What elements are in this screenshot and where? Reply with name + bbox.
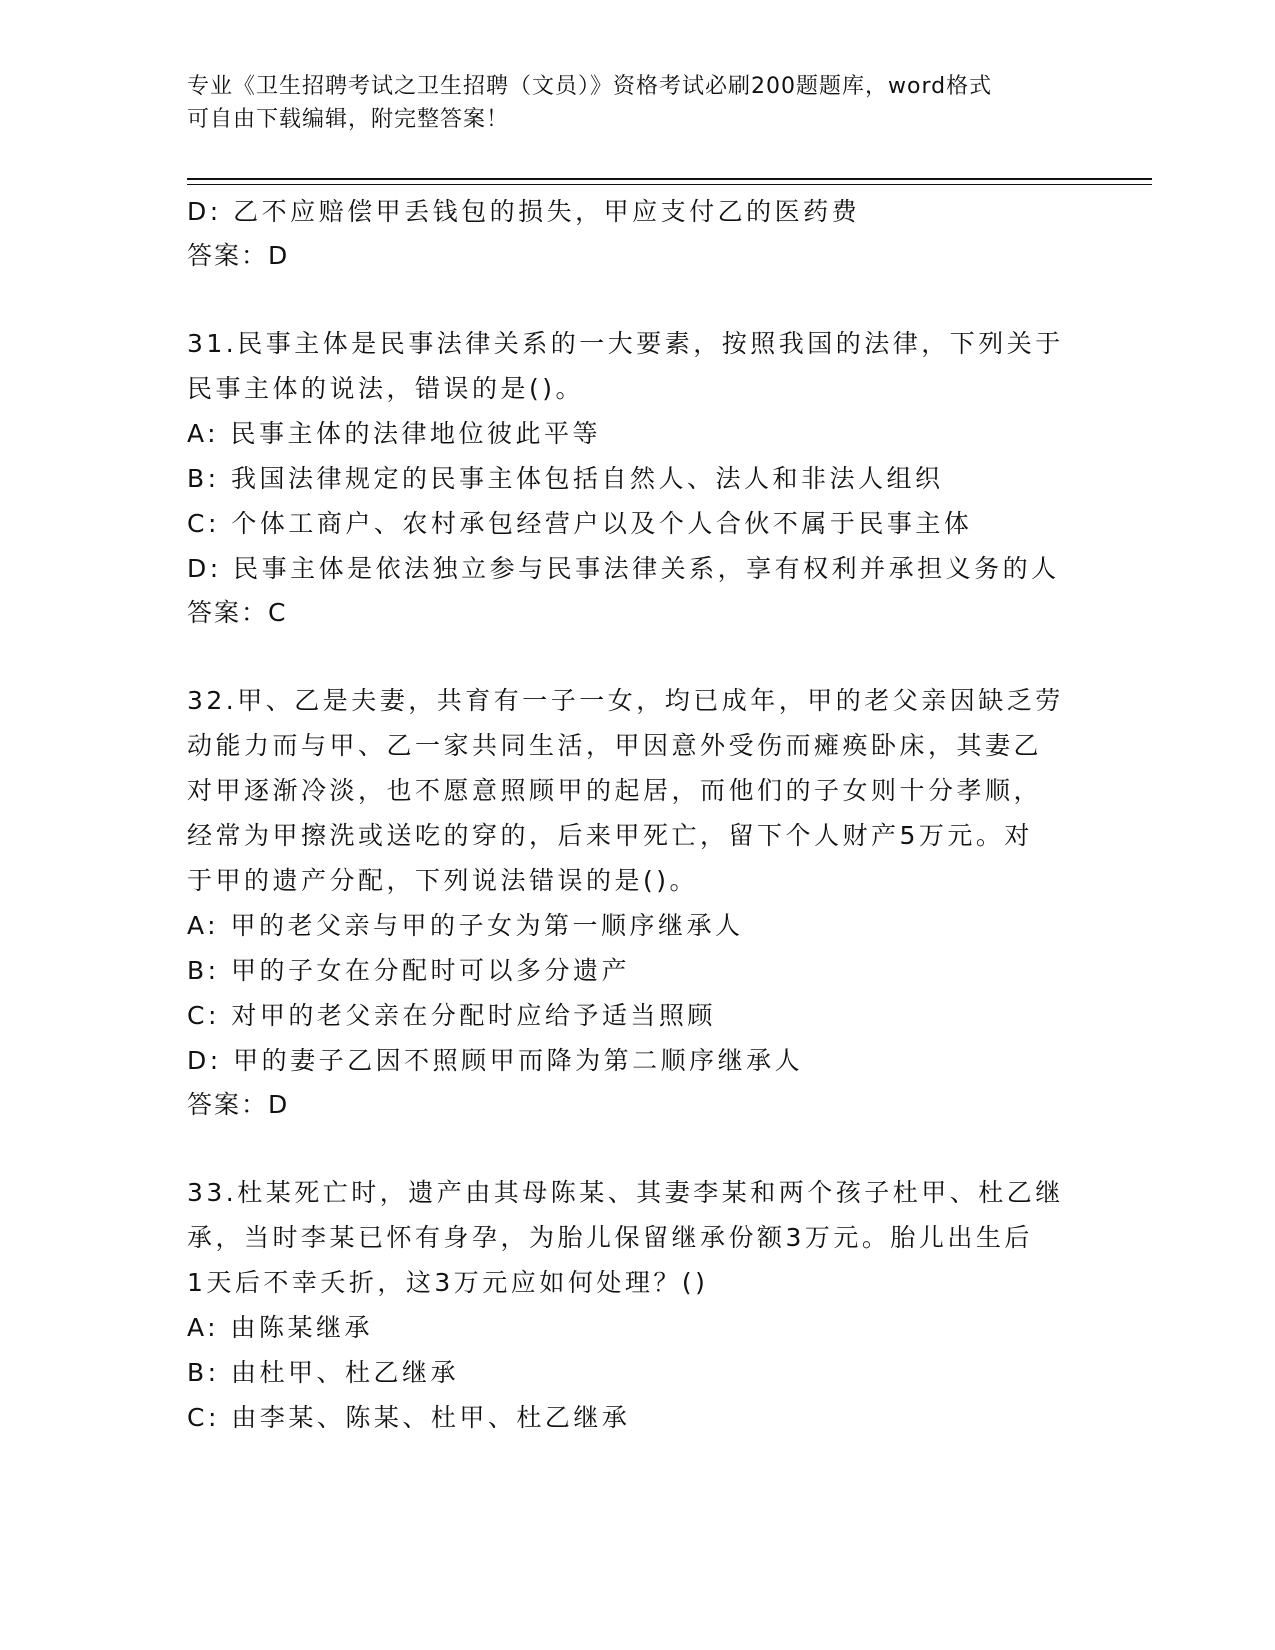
answer-line: 答案：D (187, 241, 290, 270)
question-32-stem: 32.甲、乙是夫妻，共育有一子一女，均已成年，甲的老父亲因缺乏劳 (187, 686, 1064, 715)
question-content (187, 189, 1087, 1440)
question-32-stem: 动能力而与甲、乙一家共同生活，甲因意外受伤而瘫痪卧床，其妻乙 (187, 731, 1043, 760)
option-b: B: 甲的子女在分配时可以多分遗产 (187, 956, 631, 985)
question-33-stem: 1天后不幸夭折，这3万元应如何处理？() (187, 1268, 709, 1297)
answer-line: 答案：D (187, 1090, 290, 1119)
header-rule-thick (187, 178, 1152, 180)
option-c: C: 由李某、陈某、杜甲、杜乙继承 (187, 1403, 631, 1432)
spacer (187, 635, 1087, 678)
question-31-stem: 31.民事主体是民事法律关系的一大要素，按照我国的法律，下列关于 (187, 329, 1064, 358)
spacer (187, 1127, 1087, 1170)
question-33-stem: 33.杜某死亡时，遗产由其母陈某、其妻李某和两个孩子杜甲、杜乙继 (187, 1178, 1064, 1207)
header-line-2: 可自由下载编辑，附完整答案！ (187, 107, 510, 132)
document-header (187, 70, 1067, 136)
option-c: C: 对甲的老父亲在分配时应给予适当照顾 (187, 1001, 716, 1030)
option-c: C: 个体工商户、农村承包经营户以及个人合伙不属于民事主体 (187, 509, 973, 538)
option-d: D: 民事主体是依法独立参与民事法律关系，享有权利并承担义务的人 (187, 554, 1060, 583)
header-rule-thin (187, 184, 1152, 185)
answer-line: 答案：C (187, 598, 288, 627)
option-a: A: 由陈某继承 (187, 1313, 374, 1342)
question-32-stem: 于甲的遗产分配，下列说法错误的是()。 (187, 866, 699, 895)
option-a: A: 民事主体的法律地位彼此平等 (187, 419, 602, 448)
header-line-1: 专业《卫生招聘考试之卫生招聘（文员）》资格考试必刷200题题库，word格式 (187, 74, 993, 99)
question-32-stem: 经常为甲擦洗或送吃的穿的，后来甲死亡，留下个人财产5万元。对 (187, 821, 1033, 850)
option-b: B: 由杜甲、杜乙继承 (187, 1358, 460, 1387)
spacer (187, 278, 1087, 321)
option-a: A: 甲的老父亲与甲的子女为第一顺序继承人 (187, 911, 744, 940)
question-32-stem: 对甲逐渐冷淡，也不愿意照顾甲的起居，而他们的子女则十分孝顺， (187, 776, 1043, 805)
option-b: B: 我国法律规定的民事主体包括自然人、法人和非法人组织 (187, 464, 944, 493)
question-33-stem: 承，当时李某已怀有身孕，为胎儿保留继承份额3万元。胎儿出生后 (187, 1223, 1033, 1252)
option-d: D: 乙不应赔偿甲丢钱包的损失，甲应支付乙的医药费 (187, 197, 861, 226)
option-d: D: 甲的妻子乙因不照顾甲而降为第二顺序继承人 (187, 1046, 804, 1075)
question-31-stem: 民事主体的说法，错误的是()。 (187, 374, 585, 403)
